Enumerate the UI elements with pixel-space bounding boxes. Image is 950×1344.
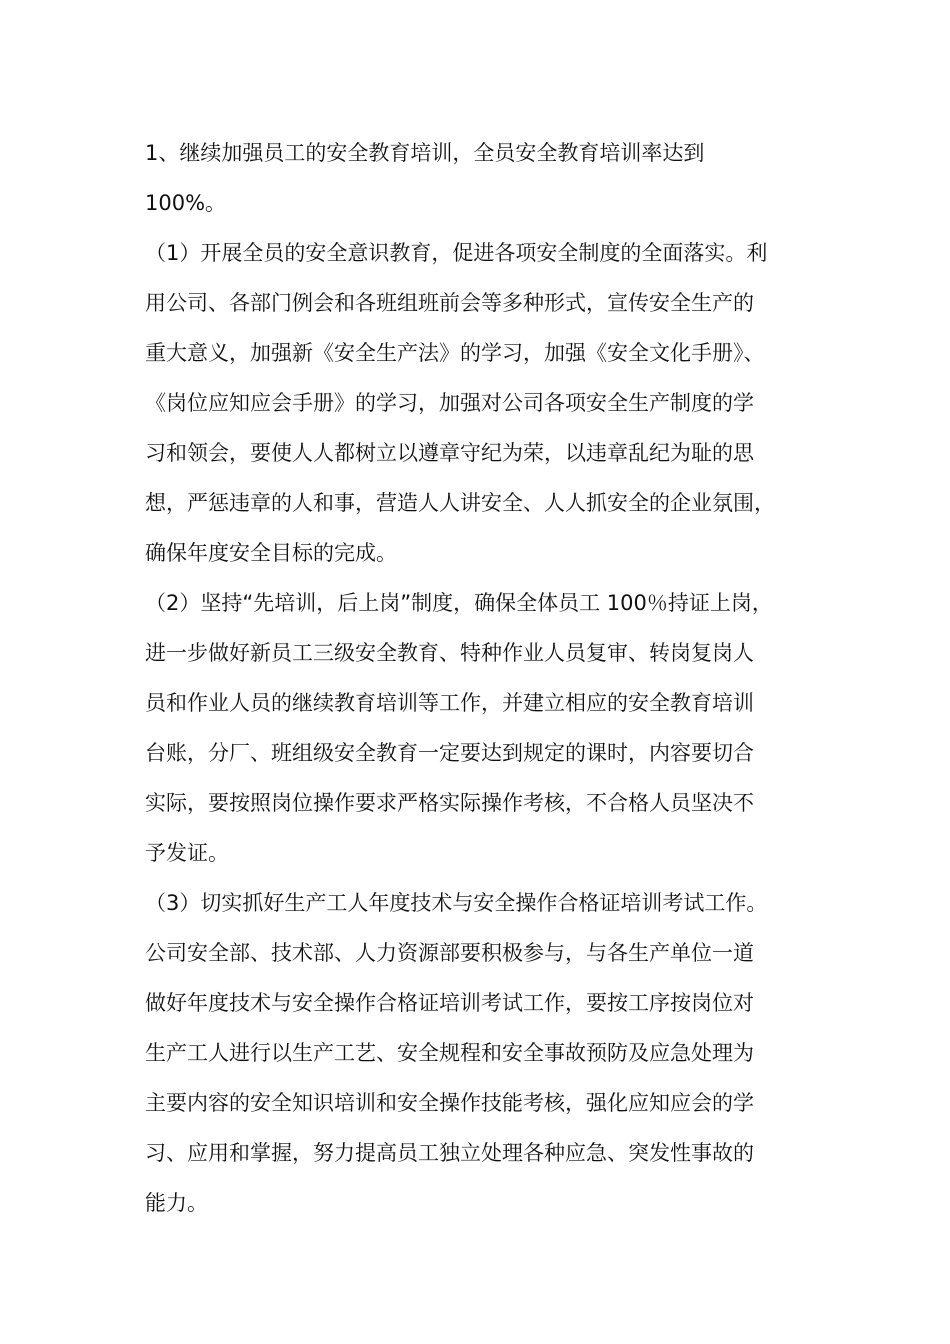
text-line: 能力。 — [145, 1191, 208, 1215]
text-line: 生产工人进行以生产工艺、安全规程和安全事故预防及应急处理为 — [145, 1041, 754, 1065]
text-line: 进一步做好新员工三级安全教育、特种作业人员复审、转岗复岗人 — [145, 641, 754, 665]
text-line: 实际，要按照岗位操作要求严格实际操作考核，不合格人员坚决不 — [145, 791, 754, 815]
text-line: 1、继续加强员工的安全教育培训，全员安全教育培训率达到 — [145, 141, 705, 165]
text-line: （2）坚持“先培训，后上岗”制度，确保全体员工 100％持证上岗， — [145, 591, 773, 615]
text-line: 想，严惩违章的人和事，营造人人讲安全、人人抓安全的企业氛围， — [145, 491, 775, 515]
text-line: 习和领会，要使人人都树立以遵章守纪为荣，以违章乱纪为耻的思 — [145, 441, 754, 465]
text-line: 做好年度技术与安全操作合格证培训考试工作，要按工序按岗位对 — [145, 991, 754, 1015]
document-body — [145, 128, 835, 1228]
text-line: 主要内容的安全知识培训和安全操作技能考核，强化应知应会的学 — [145, 1091, 754, 1115]
text-line: 《岗位应知应会手册》的学习，加强对公司各项安全生产制度的学 — [145, 391, 754, 415]
text-line: 员和作业人员的继续教育培训等工作，并建立相应的安全教育培训 — [145, 691, 754, 715]
text-line: （3）切实抓好生产工人年度技术与安全操作合格证培训考试工作。 — [145, 891, 768, 915]
text-line: 确保年度安全目标的完成。 — [145, 541, 397, 565]
text-line: （1）开展全员的安全意识教育，促进各项安全制度的全面落实。利 — [145, 241, 768, 265]
text-line: 重大意义，加强新《安全生产法》的学习，加强《安全文化手册》、 — [145, 341, 765, 365]
text-line: 用公司、各部门例会和各班组班前会等多种形式，宣传安全生产的 — [145, 291, 754, 315]
text-line: 予发证。 — [145, 841, 229, 865]
text-line: 习、应用和掌握，努力提高员工独立处理各种应急、突发性事故的 — [145, 1141, 754, 1165]
text-line: 台账，分厂、班组级安全教育一定要达到规定的课时，内容要切合 — [145, 741, 754, 765]
text-line: 公司安全部、技术部、人力资源部要积极参与，与各生产单位一道 — [145, 941, 754, 965]
text-line: 100%。 — [145, 191, 227, 215]
